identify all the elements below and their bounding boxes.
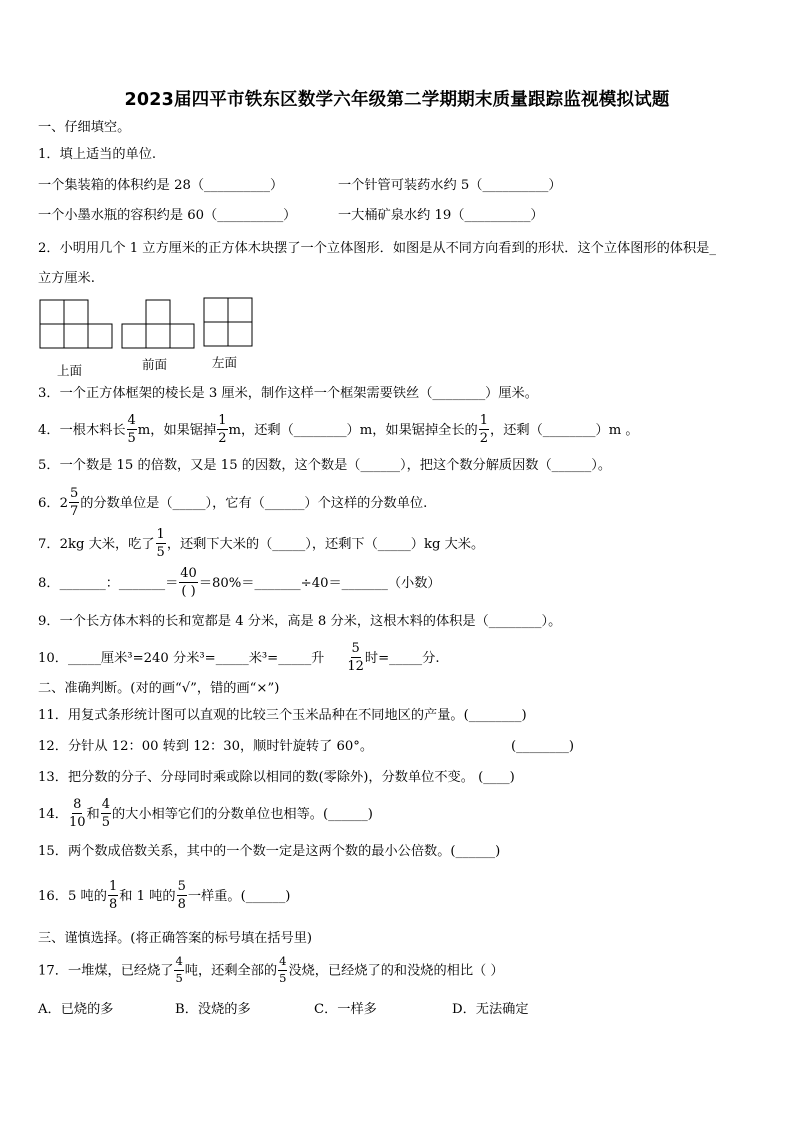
fraction-numerator: 4 — [127, 413, 136, 428]
option-c[interactable]: C．一样多 — [314, 1002, 377, 1017]
fraction-denominator: 5 — [156, 545, 165, 560]
question-1-a: 一个集装箱的体积约是 28（__________） — [38, 178, 284, 193]
question-17-text-3: 没烧，已经烧了的和没烧的相比（ ） — [288, 963, 504, 979]
question-10 — [38, 643, 440, 674]
fraction-1-8 — [108, 880, 118, 911]
three-view-figure — [38, 296, 258, 352]
question-6-text-1: 6．2 — [38, 496, 68, 511]
question-14-text-2: 和 — [86, 807, 100, 822]
question-15: 15．两个数成倍数关系，其中的一个数一定是这两个数的最小公倍数。(______) — [38, 844, 501, 859]
question-1-stem: 1．填上适当的单位. — [38, 147, 157, 162]
question-11: 11．用复式条形统计图可以直观的比较三个玉米品种在不同地区的产量。(________) — [38, 708, 527, 723]
fraction-denominator: ( ) — [181, 584, 196, 599]
fraction-denominator: 2 — [479, 431, 489, 446]
question-2-line2: 立方厘米. — [38, 271, 95, 286]
question-8-text-2: ＝80%＝_______÷40＝_______（小数） — [198, 576, 441, 591]
fraction-numerator: 1 — [479, 413, 489, 428]
fraction-4-5 — [174, 956, 183, 984]
question-5: 5．一个数是 15 的倍数，又是 15 的因数，这个数是（______），把这个数分解质因数（______）。 — [38, 458, 612, 473]
option-b[interactable]: B．没烧的多 — [175, 1002, 251, 1017]
caption-front-view: 前面 — [142, 357, 168, 372]
fraction-numerator: 1 — [156, 527, 165, 542]
option-d[interactable]: D．无法确定 — [452, 1002, 529, 1017]
fraction-denominator: 5 — [279, 970, 287, 985]
fraction-numerator: 4 — [278, 956, 287, 971]
front-view — [122, 300, 194, 348]
fraction-denominator: 5 — [175, 970, 183, 985]
fraction-denominator: 2 — [218, 431, 227, 446]
fraction-1-2-b — [479, 414, 489, 445]
question-3: 3．一个正方体框架的棱长是 3 厘米，制作这样一个框架需要铁丝（________）厘米。 — [38, 386, 538, 401]
question-6 — [38, 488, 427, 519]
question-12: 12．分针从 12：00 转到 12：30，顺时针旋转了 60°。 — [38, 739, 374, 754]
option-a[interactable]: A．已烧的多 — [38, 1002, 114, 1017]
question-7-text-2: ，还剩下大米的（_____），还剩下（_____）kg 大米。 — [166, 537, 485, 552]
question-7-text-1: 7．2kg 大米，吃了 — [38, 537, 155, 552]
question-16-text-2: 和 1 吨的 — [119, 889, 176, 904]
question-4 — [38, 415, 639, 446]
fraction-4-5 — [101, 798, 111, 829]
question-17 — [38, 954, 504, 985]
caption-left-view: 左面 — [212, 355, 238, 370]
fraction-4-5 — [278, 956, 287, 984]
question-2-line1: 2．小明用几个 1 立方厘米的正方体木块摆了一个立体图形．如图是从不同方向看到的形状．这个立体图形的体积是_ — [38, 241, 716, 256]
fraction-numerator: 4 — [101, 797, 110, 812]
left-view — [204, 298, 252, 346]
question-4-text-2: m，如果锯掉 — [137, 423, 217, 438]
section-heading-2: 二、准确判断。(对的画“√”，错的画“×”) — [38, 681, 280, 696]
fraction-4-5 — [127, 414, 137, 445]
section-heading-3: 三、谨慎选择。(将正确答案的标号填在括号里) — [38, 931, 313, 946]
fraction-denominator: 7 — [69, 504, 79, 519]
question-9: 9．一个长方体木料的长和宽都是 4 分米，高是 8 分米，这根木料的体积是（________）。 — [38, 614, 562, 629]
question-17-text-2: 吨，还剩全部的 — [184, 963, 278, 979]
section-heading-1: 一、仔细填空。 — [38, 120, 131, 135]
fraction-denominator: 5 — [101, 815, 110, 830]
fraction-denominator: 8 — [108, 897, 118, 912]
question-4-text-4: ，还剩（________）m 。 — [490, 423, 639, 438]
question-17-text-1: 17．一堆煤，已经烧了 — [38, 963, 174, 979]
fraction-8-10 — [69, 798, 86, 829]
question-4-text-3: m，还剩（________）m，如果锯掉全长的 — [228, 423, 478, 438]
question-14 — [38, 799, 373, 830]
top-view — [40, 300, 112, 348]
question-7 — [38, 529, 484, 560]
question-1-c: 一个小墨水瓶的容积约是 60（__________） — [38, 208, 297, 223]
fraction-denominator: 12 — [347, 659, 364, 674]
fraction-1-2-a — [217, 414, 227, 445]
fraction-numerator: 1 — [108, 879, 118, 894]
fraction-numerator: 40 — [180, 566, 197, 581]
fraction-5-12 — [347, 642, 364, 673]
question-4-text-1: 4．一根木料长 — [38, 423, 126, 438]
fraction-numerator: 1 — [218, 413, 227, 428]
fraction-1-5 — [156, 528, 166, 559]
fraction-40-blank — [179, 567, 198, 598]
fraction-numerator: 4 — [174, 956, 183, 971]
fraction-numerator: 5 — [351, 641, 360, 656]
caption-top-view: 上面 — [57, 363, 83, 378]
question-12-answer: (________) — [511, 739, 575, 754]
fraction-numerator: 5 — [177, 879, 186, 894]
fraction-5-7 — [69, 487, 79, 518]
question-16-text-1: 16．5 吨的 — [38, 889, 107, 904]
fraction-denominator: 10 — [68, 815, 86, 830]
question-16-text-3: 一样重。(______) — [187, 889, 291, 904]
fraction-denominator: 8 — [177, 897, 186, 912]
question-1-d: 一大桶矿泉水约 19（__________） — [338, 208, 544, 223]
question-16 — [38, 881, 290, 912]
question-6-text-2: 的分数单位是（_____），它有（______）个这样的分数单位. — [80, 496, 428, 511]
page-title: 2023届四平市铁东区数学六年级第二学期期末质量跟踪监视模拟试题 — [124, 90, 670, 110]
question-10-text-1: 10．_____厘米³=240 分米³=_____米³=_____升 — [38, 651, 325, 666]
question-13: 13．把分数的分子、分母同时乘或除以相同的数(零除外)，分数单位不变。 (____) — [38, 770, 515, 785]
question-1-b: 一个针管可装药水约 5（__________） — [338, 178, 562, 193]
fraction-denominator: 5 — [127, 431, 136, 446]
question-10-text-2: 时=_____分. — [364, 651, 440, 666]
fraction-numerator: 5 — [69, 486, 79, 501]
fraction-5-8 — [177, 880, 187, 911]
question-8 — [38, 568, 441, 599]
question-8-text-1: 8．_______：_______＝ — [38, 576, 179, 591]
fraction-numerator: 8 — [73, 797, 82, 812]
question-14-text-3: 的大小相等它们的分数单位也相等。(______) — [111, 807, 373, 822]
question-14-text-1: 14． — [38, 807, 68, 822]
